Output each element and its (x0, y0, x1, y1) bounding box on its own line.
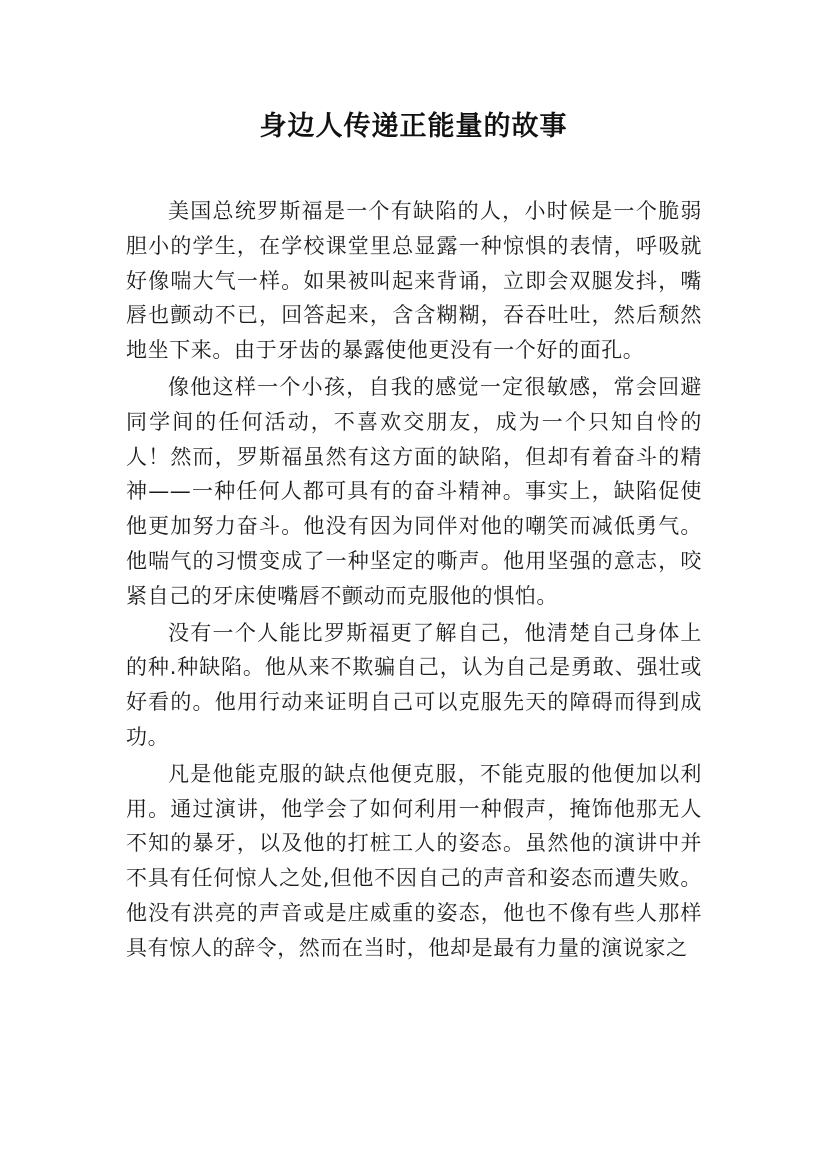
document-body (126, 194, 702, 968)
paragraph: 没有一个人能比罗斯福更了解自己，他清楚自己身体上的种.种缺陷。他从来不欺骗自己，认为自己是勇敢、强壮或好看的。他用行动来证明自己可以克服先天的障碍而得到成功。 (126, 620, 702, 749)
paragraph: 凡是他能克服的缺点他便克服，不能克服的他便加以利用。通过演讲，他学会了如何利用一种假声，掩饰他那无人不知的暴牙，以及他的打桩工人的姿态。虽然他的演讲中并不具有任何惊人之处,但他不因自己的声音和姿态而遭失败。他没有洪亮的声音或是庄威重的姿态，他也不像有些人那样具有惊人的辞令，然而在当时，他却是最有力量的演说家之 (126, 761, 702, 960)
document-title: 身边人传递正能量的故事 (259, 111, 568, 142)
paragraph: 美国总统罗斯福是一个有缺陷的人，小时候是一个脆弱胆小的学生，在学校课堂里总显露一种惊惧的表情，呼吸就好像喘大气一样。如果被叫起来背诵，立即会双腿发抖，嘴唇也颤动不已，回答起来，含含糊糊，吞吞吐吐，然后颓然地坐下来。由于牙齿的暴露使他更没有一个好的面孔。 (126, 199, 702, 363)
paragraph: 像他这样一个小孩，自我的感觉一定很敏感，常会回避同学间的任何活动，不喜欢交朋友，成为一个只知自怜的人！然而，罗斯福虽然有这方面的缺陷，但却有着奋斗的精神——一种任何人都可具有的奋斗精神。事实上，缺陷促使他更加努力奋斗。他没有因为同伴对他的嘲笑而减低勇气。他喘气的习惯变成了一种坚定的嘶声。他用坚强的意志，咬紧自己的牙床使嘴唇不颤动而克服他的惧怕。 (126, 374, 702, 608)
